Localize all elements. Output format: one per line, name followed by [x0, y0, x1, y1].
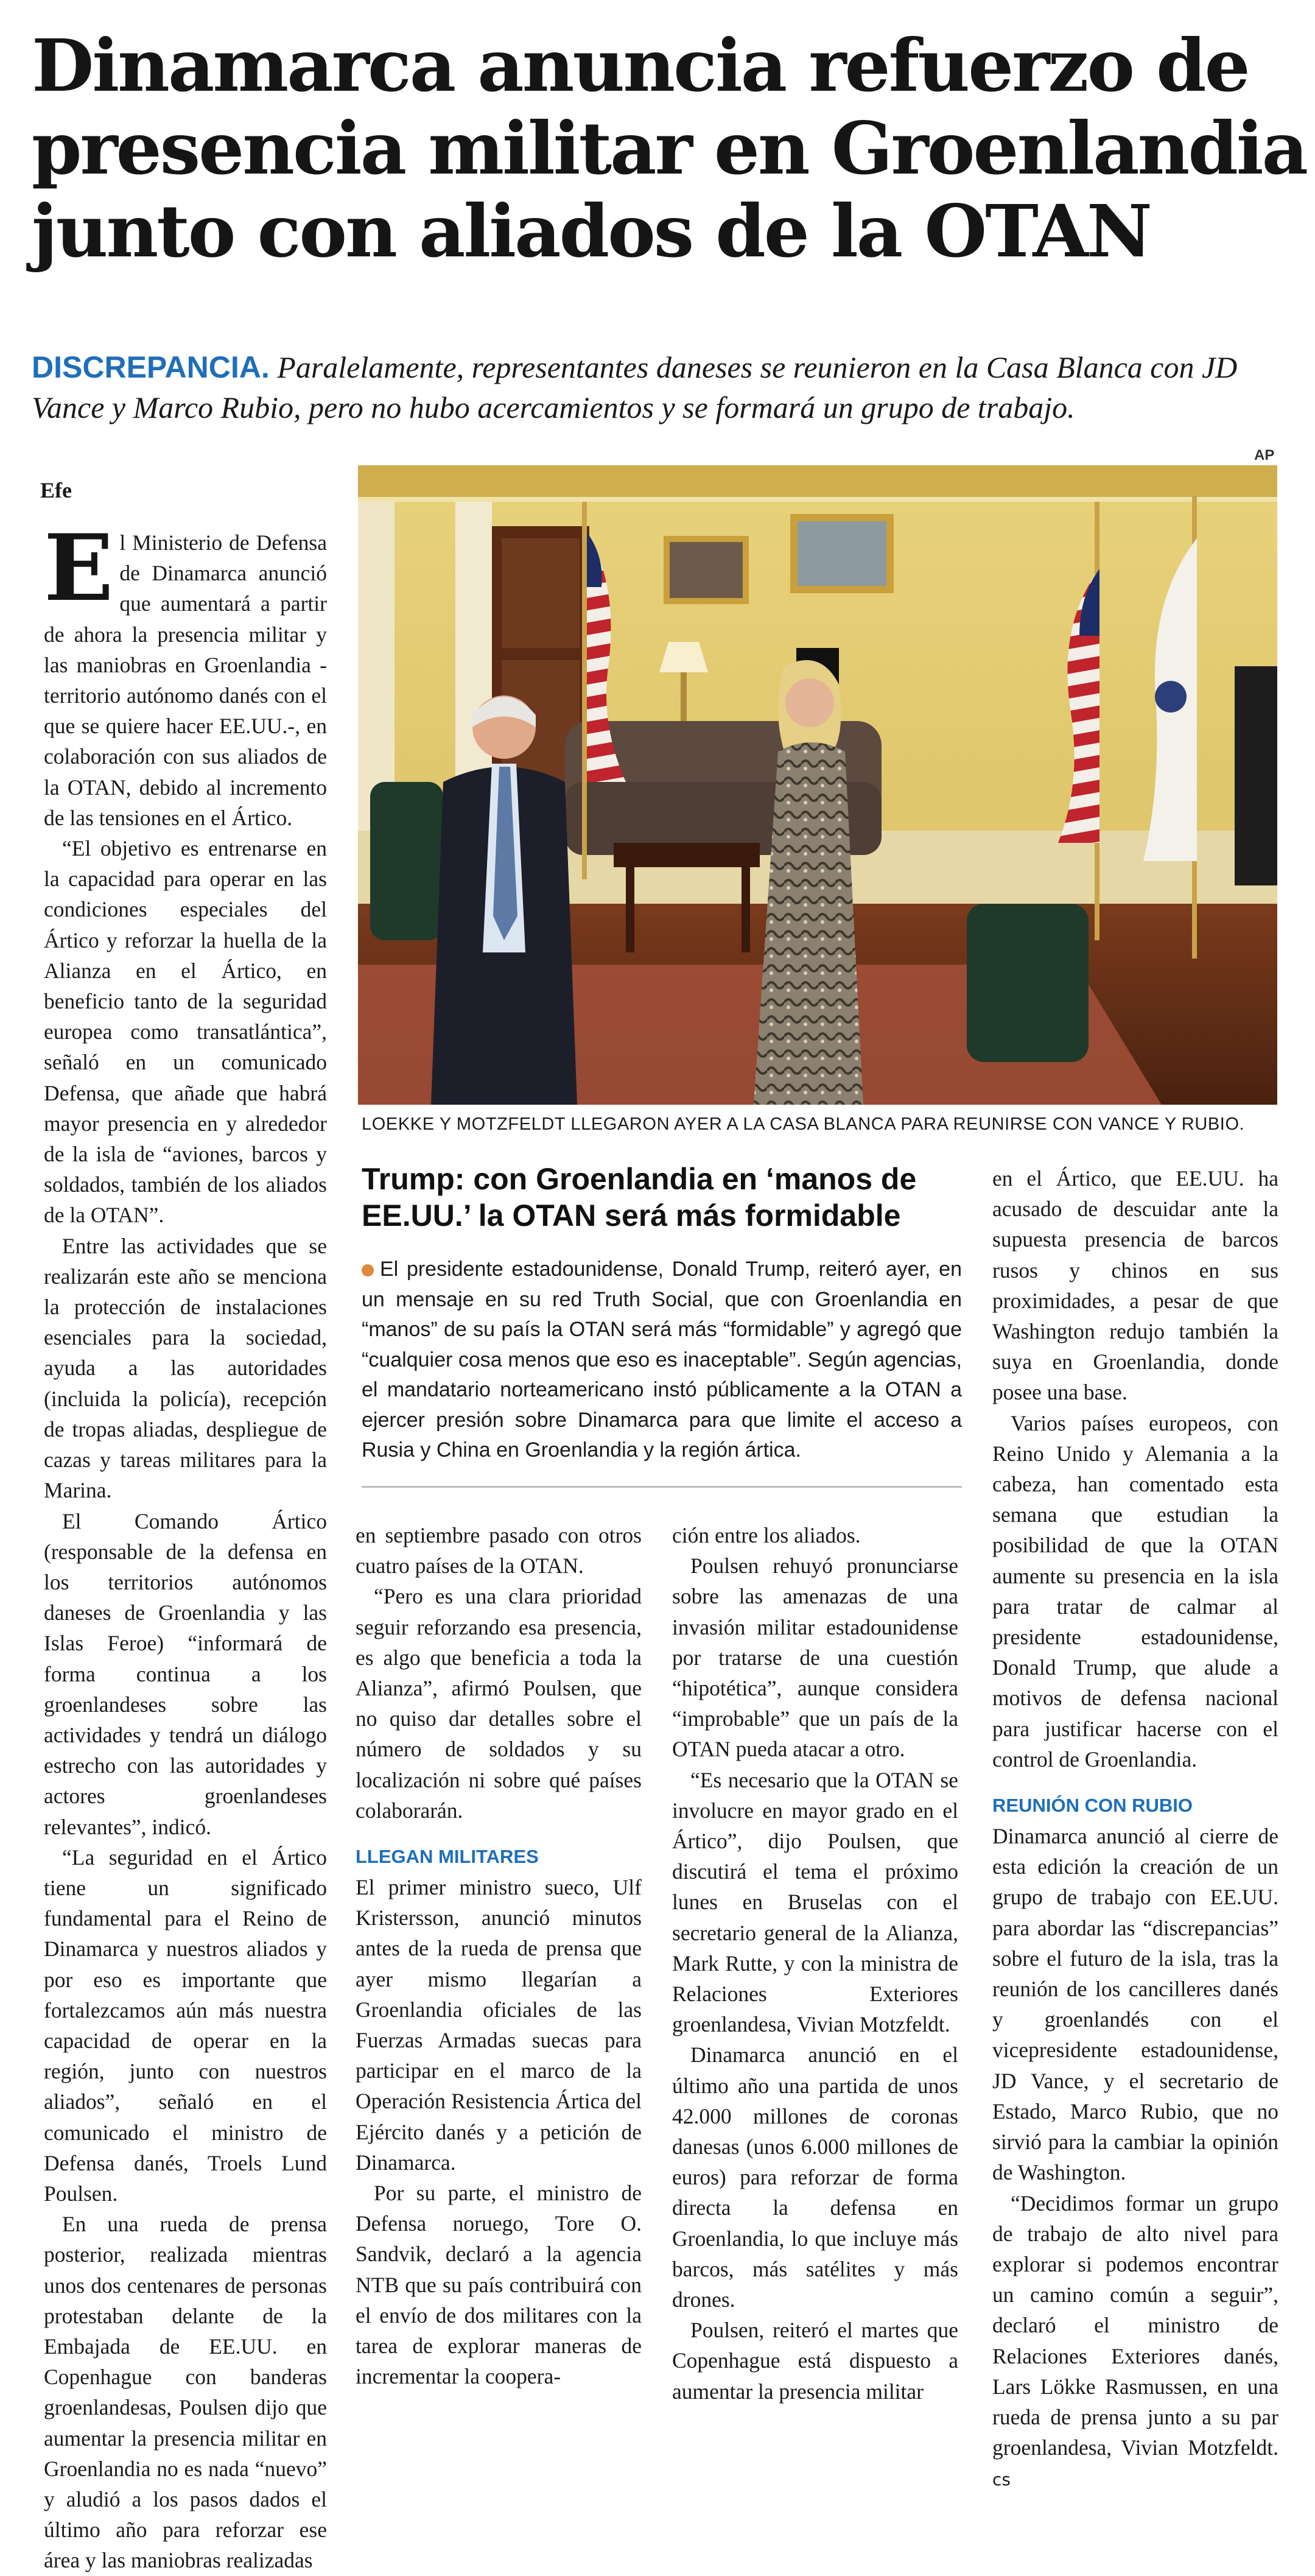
- news-photo: [358, 465, 1277, 1105]
- bullet-dot-icon: [362, 1264, 374, 1276]
- subhead-reunion-con-rubio: REUNIÓN CON RUBIO: [992, 1795, 1193, 1817]
- byline: Efe: [40, 478, 72, 502]
- paragraph: “El objetivo es entrenarse en la capacidad para operar en las condiciones especiales del Ártico y reforzar la huella de la Alianza en el Ártico, en beneficio tanto de la seguridad europea como transatlántica”, señaló en un comunicado Defensa, que añade que habrá mayor presencia en y alrededor de la isla de “aviones, barcos y soldados, también de los aliados de la OTAN”.: [44, 836, 327, 1228]
- paragraph: [992, 2188, 1278, 2496]
- paragraph: ción entre los aliados.: [672, 1523, 861, 1547]
- paragraph: [44, 515, 327, 833]
- paragraph: Por su parte, el ministro de Defensa noruego, Tore O. Sandvik, declaró a la agencia NTB que su país contribuirá con el envío de dos militares con la tarea de explorar maneras de incrementar la coopera-: [356, 2181, 642, 2389]
- paragraph: “Es necesario que la OTAN se involucre en mayor grado en el Ártico”, dijo Poulsen, que discutirá el tema el próximo lunes en Bruselas con el secretario general de la Alianza, Mark Rutte, y con la ministra de Relaciones Exteriores groenlandesa, Vivian Motzfeldt.: [672, 1767, 958, 2037]
- headline-line-1: Dinamarca anuncia refuerzo de: [32, 23, 1249, 108]
- photo-credit: AP: [1254, 447, 1275, 463]
- sidebar-divider: [362, 1486, 962, 1488]
- paragraph: Varios países europeos, con Reino Unido y Alemania a la cabeza, han comentado esta semana que estudian la posibilidad de que la OTAN aumente su presencia en la isla para tratar de calmar al presidente estadounidense, Donald Trump, que alude a motivos de defensa nacional para justificar hacerse con el control de Groenlandia.: [992, 1410, 1278, 1772]
- paragraph: Poulsen rehuyó pronunciarse sobre las amenazas de una invasión militar estadounidense por tratarse de una cuestión “hipotética”, aunque considera “improbable” que un país de la OTAN pueda atacar a otro.: [672, 1554, 958, 1762]
- drop-cap: E: [44, 515, 114, 622]
- headline-line-3: junto con aliados de la OTAN: [32, 189, 1151, 273]
- deck-text: Paralelamente, representantes daneses se reunieron en la Casa Blanca con JD Vance y Marco Rubio, pero no hubo acercamientos y se formará un grupo de trabajo.: [32, 350, 1238, 424]
- article-column-1: [44, 515, 327, 2576]
- article-column-2: [356, 1520, 642, 2391]
- paragraph: en el Ártico, que EE.UU. ha acusado de descuidar ante la supuesta presencia de barcos rusos y chinos en sus proximidades, a pesar de que Washington redujo también la suya en Groenlandia, donde posee una base.: [992, 1166, 1278, 1405]
- paragraph: “Pero es una clara prioridad seguir reforzando esa presencia, es algo que beneficia a toda la Alianza”, afirmó Poulsen, que no quiso dar detalles sobre el número de soldados y su localización ni sobre qué países colaborarán.: [356, 1584, 642, 1823]
- paragraph: “La seguridad en el Ártico tiene un significado fundamental para el Reino de Dinamarca y nuestros aliados y por eso es importante que fortalezcamos aún más nuestra capacidad de operar en la región, junto con nuestros aliados”, señaló en el comunicado el ministro de Defensa danés, Troels Lund Poulsen.: [44, 1845, 327, 2206]
- paragraph: Dinamarca anunció al cierre de esta edición la creación de un grupo de trabajo con EE.UU. para abordar las “discrepancias” sobre el futuro de la isla, tras la reunión de los cancilleres danés y groenlandés con el vicepresidente estadounidense, JD Vance, y el secretario de Estado, Marco Rubio, que no sirvió para la cambiar la opinión de Washington.: [992, 1824, 1278, 2185]
- headline: [32, 23, 1307, 273]
- paragraph: Dinamarca anunció en el último año una partida de unos 42.000 millones de coronas danesas (unos 6.000 millones de euros) para reforzar de forma directa la defensa en Groenlandia, lo que incluye más barcos, más satélites y más drones.: [672, 2043, 958, 2312]
- deck-kicker: DISCREPANCIA.: [32, 350, 270, 384]
- paragraph: El Comando Ártico (responsable de la defensa en los territorios autónomos daneses de Groenlandia y las Islas Feroe) “informará de forma continua a los groenlandeses sobre las actividades y tendrá un diálogo estrecho con las autoridades y actores groenlandeses relevantes”, indicó.: [44, 1508, 327, 1839]
- sidebar-text: El presidente estadounidense, Donald Trump, reiteró ayer, en un mensaje en su red Truth Social, que con Groenlandia en “manos” de su país la OTAN será más “formidable” y agregó que “cualquier cosa menos que eso es inaceptable”. Según agencias, el mandatario norteamericano instó públicamente a la OTAN a ejercer presión sobre Dinamarca para que limite el acceso a Rusia y China en Groenlandia y la región ártica.: [362, 1258, 962, 1462]
- sidebar-body: [362, 1255, 962, 1466]
- paragraph: El primer ministro sueco, Ulf Kristersson, anunció minutos antes de la rueda de prensa que ayer mismo llegarían a Groenlandia oficiales de las Fuerzas Armadas suecas para participar en el marco de la Operación Resistencia Ártica del Ejército danés y a petición de Dinamarca.: [356, 1875, 642, 2175]
- headline-line-2: presencia militar en Groenlandia: [32, 106, 1307, 191]
- end-mark-icon: cs: [992, 2469, 1011, 2490]
- article-column-3: [672, 1520, 958, 2407]
- article-column-4: [992, 1163, 1278, 2496]
- sidebar-title: Trump: con Groenlandia en ‘manos de EE.UU.’ la OTAN será más formidable: [362, 1162, 917, 1233]
- paragraph: En una rueda de prensa posterior, realizada mientras unos dos centenares de personas protestaban delante de la Embajada de EE.UU. en Copenhague con banderas groenlandesas, Poulsen dijo que aumentar la presencia militar en Groenlandia no es nada “nuevo” y aludió a los pasos dados el último año para reforzar ese área y las maniobras realizadas: [44, 2212, 327, 2573]
- photo-illustration: [358, 465, 1277, 1105]
- subhead-llegan-militares: LLEGAN MILITARES: [356, 1846, 539, 1868]
- photo-caption: LOEKKE Y MOTZFELDT LLEGARON AYER A LA CASA BLANCA PARA REUNIRSE CON VANCE Y RUBIO.: [362, 1114, 1245, 1134]
- paragraph: Poulsen, reiteró el martes que Copenhague está dispuesto a aumentar la presencia militar: [672, 2318, 958, 2404]
- paragraph-text: “Decidimos formar un grupo de trabajo de alto nivel para explorar si podemos encontrar un camino común a seguir”, declaró el ministro de Relaciones Exteriores danés, Lars Lökke Rasmussen, en una rueda de prensa junto a su par groenlandesa, Vivian Motzfeldt.: [992, 2191, 1278, 2460]
- paragraph: en septiembre pasado con otros cuatro países de la OTAN.: [356, 1523, 642, 1578]
- deck: [32, 347, 1286, 428]
- paragraph-text: l Ministerio de Defensa de Dinamarca anunció que aumentará a partir de ahora la presencia militar y las maniobras en Groenlandia -territorio autónomo danés con el que se quiere hacer EE.UU.-, en colaboración con sus aliados de la OTAN, debido al incremento de las tensiones en el Ártico.: [44, 530, 327, 830]
- paragraph: Entre las actividades que se realizarán este año se menciona la protección de instalaciones esenciales para la sociedad, ayuda a las autoridades (incluida la policía), recepción de tropas aliadas, despliegue de cazas y tareas militares para la Marina.: [44, 1233, 327, 1503]
